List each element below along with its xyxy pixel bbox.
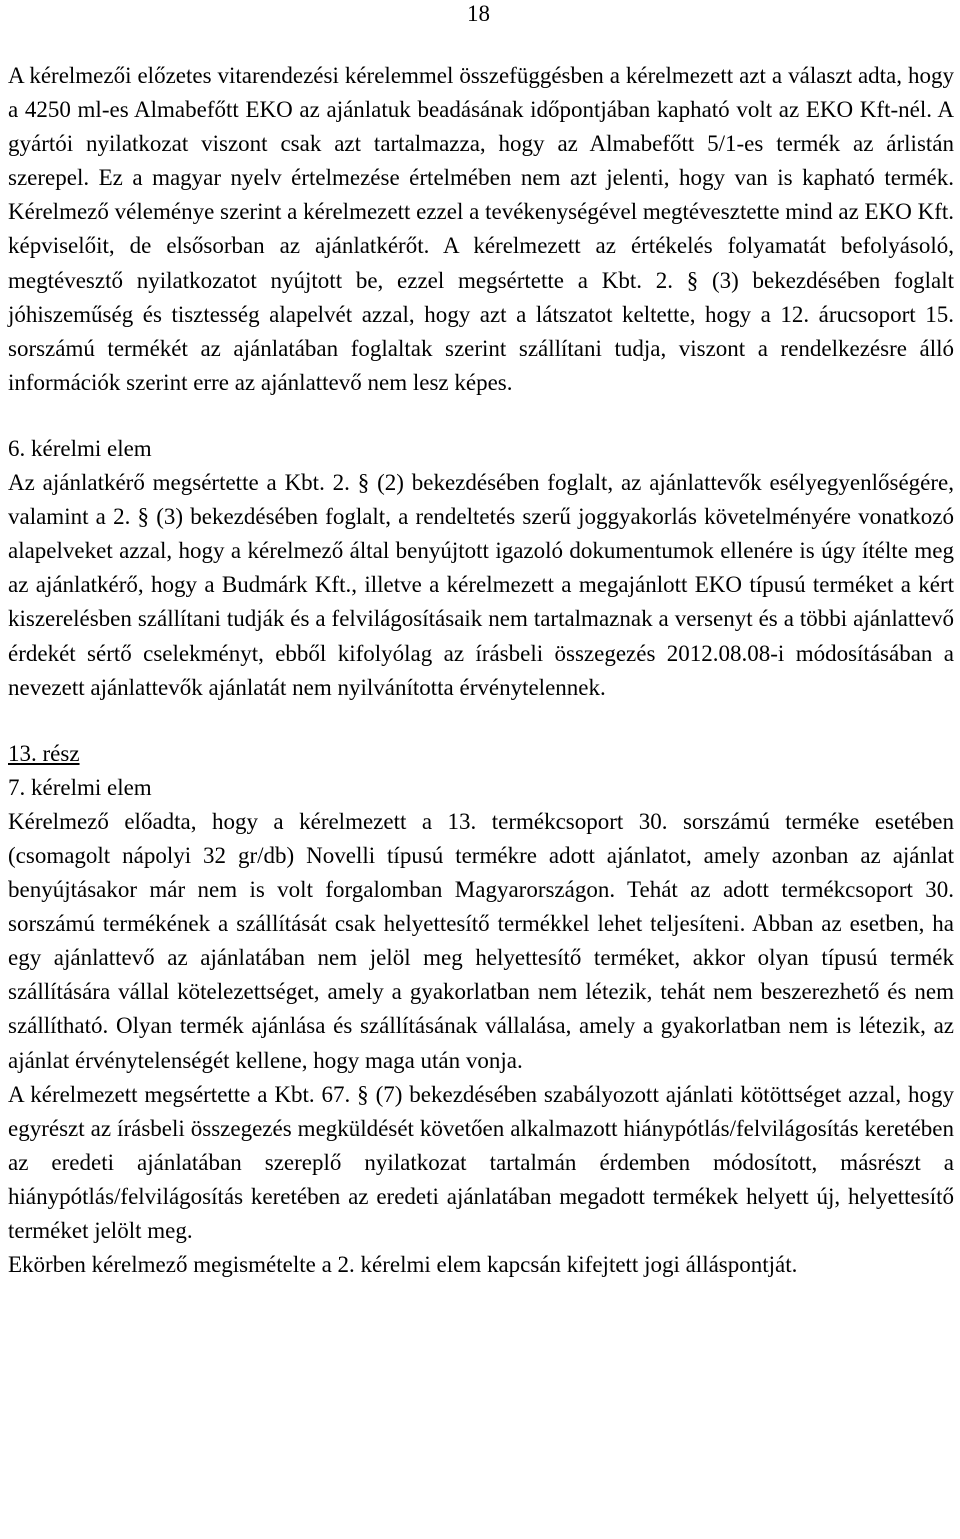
heading-kerelmi-elem-7: 7. kérelmi elem: [8, 774, 152, 800]
heading-kerelmi-elem-6: 6. kérelmi elem: [8, 435, 152, 461]
spacer: [8, 705, 954, 737]
document-body: [8, 59, 954, 1282]
paragraph-kbt-67: A kérelmezett megsértette a Kbt. 67. § (7) bekezdésében szabályozott ajánlati kötöttséget azzal, hogy egyrészt az írásbeli összegezés megküldését követően alkalmazott hiánypótlás/felvilágosítás keretében az eredeti ajánlatában szereplő nyilatkozat tartalmán érdemben módosított, másrészt a hiánypótlás/felvilágosítás keretében az eredeti ajánlatában megadott termékek helyett új, helyettesítő terméket jelölt meg.: [8, 1081, 954, 1243]
paragraph-ekorben: Ekörben kérelmező megismételte a 2. kérelmi elem kapcsán kifejtett jogi álláspontját.: [8, 1252, 798, 1278]
paragraph-ajanlatkero-megsertette: Az ajánlatkérő megsértette a Kbt. 2. § (2) bekezdésében foglalt, az ajánlattevők esélyegyenlőségére, valamint a 2. § (3) bekezdésében foglalt, a rendeltetés szerű joggyakorlás követelményére vonatkozó alapelveket azzal, hogy a kérelmező által benyújtott igazoló dokumentumok ellenére is úgy ítélte meg az ajánlatkérő, hogy a Budmárk Kft., illetve a kérelmezett a megajánlott EKO típusú terméket a kért kiszerelésben szállítani tudják és a felvilágosításaik nem tartalmaznak a versenyt és a többi ajánlattevő érdekét sértő cselekményt, ebből kifolyólag az írásbeli összegezés 2012.08.08-i módosításában a nevezett ajánlattevők ajánlatát nem nyilvánította érvénytelennek.: [8, 470, 954, 700]
section-heading-13-resz: 13. rész: [8, 740, 80, 766]
paragraph-vitarendezes: A kérelmezői előzetes vitarendezési kérelemmel összefüggésben a kérelmezett azt a választ adta, hogy a 4250 ml-es Almabefőtt EKO az ajánlatuk beadásának időpontjában kapható volt az EKO Kft-nél. A gyártói nyilatkozat viszont csak azt tartalmazza, hogy az Almabefőtt 5/1-es termék az árlistán szerepel. Ez a magyar nyelv értelmezése értelmében nem azt jelenti, hogy van is kapható termék. Kérelmező véleménye szerint a kérelmezett ezzel a tevékenységével megtévesztette mind az EKO Kft. képviselőit, de elsősorban az ajánlatkérőt. A kérelmezett az értékelés folyamatát befolyásoló, megtévesztő nyilatkozatot nyújtott be, ezzel megsértette a Kbt. 2. § (3) bekezdésében foglalt jóhiszeműség és tisztesség alapelvét azzal, hogy azt a látszatot keltette, hogy a 12. árucsoport 15. sorszámú termékét az ajánlatában foglaltak szerint szállítani tudja, viszont a rendelkezésre álló információk szerint erre az ajánlattevő nem lesz képes.: [8, 63, 954, 395]
spacer: [8, 400, 954, 432]
page-number: 18: [467, 1, 490, 26]
paragraph-kerelmezo-eloadta: Kérelmező előadta, hogy a kérelmezett a 13. termékcsoport 30. sorszámú terméke esetében (csomagolt nápolyi 32 gr/db) Novelli típusú termékre adott ajánlatot, amely azonban az ajánlat benyújtásakor már nem is volt forgalomban Magyarországon. Tehát az adott termékcsoport 30. sorszámú termékének a szállítását csak helyettesítő termékkel lehet teljesíteni. Abban az esetben, ha egy ajánlattevő az ajánlatában nem jelöl meg helyettesítő terméket, akkor olyan típusú termék szállítására vállal kötelezettséget, amely a gyakorlatban nem létezik, tehát nem beszerezhető és nem szállítható. Olyan termék ajánlása és szállításának vállalása, amely a gyakorlatban nem is létezik, az ajánlat érvénytelenségét kellene, hogy maga után vonja.: [8, 808, 954, 1073]
